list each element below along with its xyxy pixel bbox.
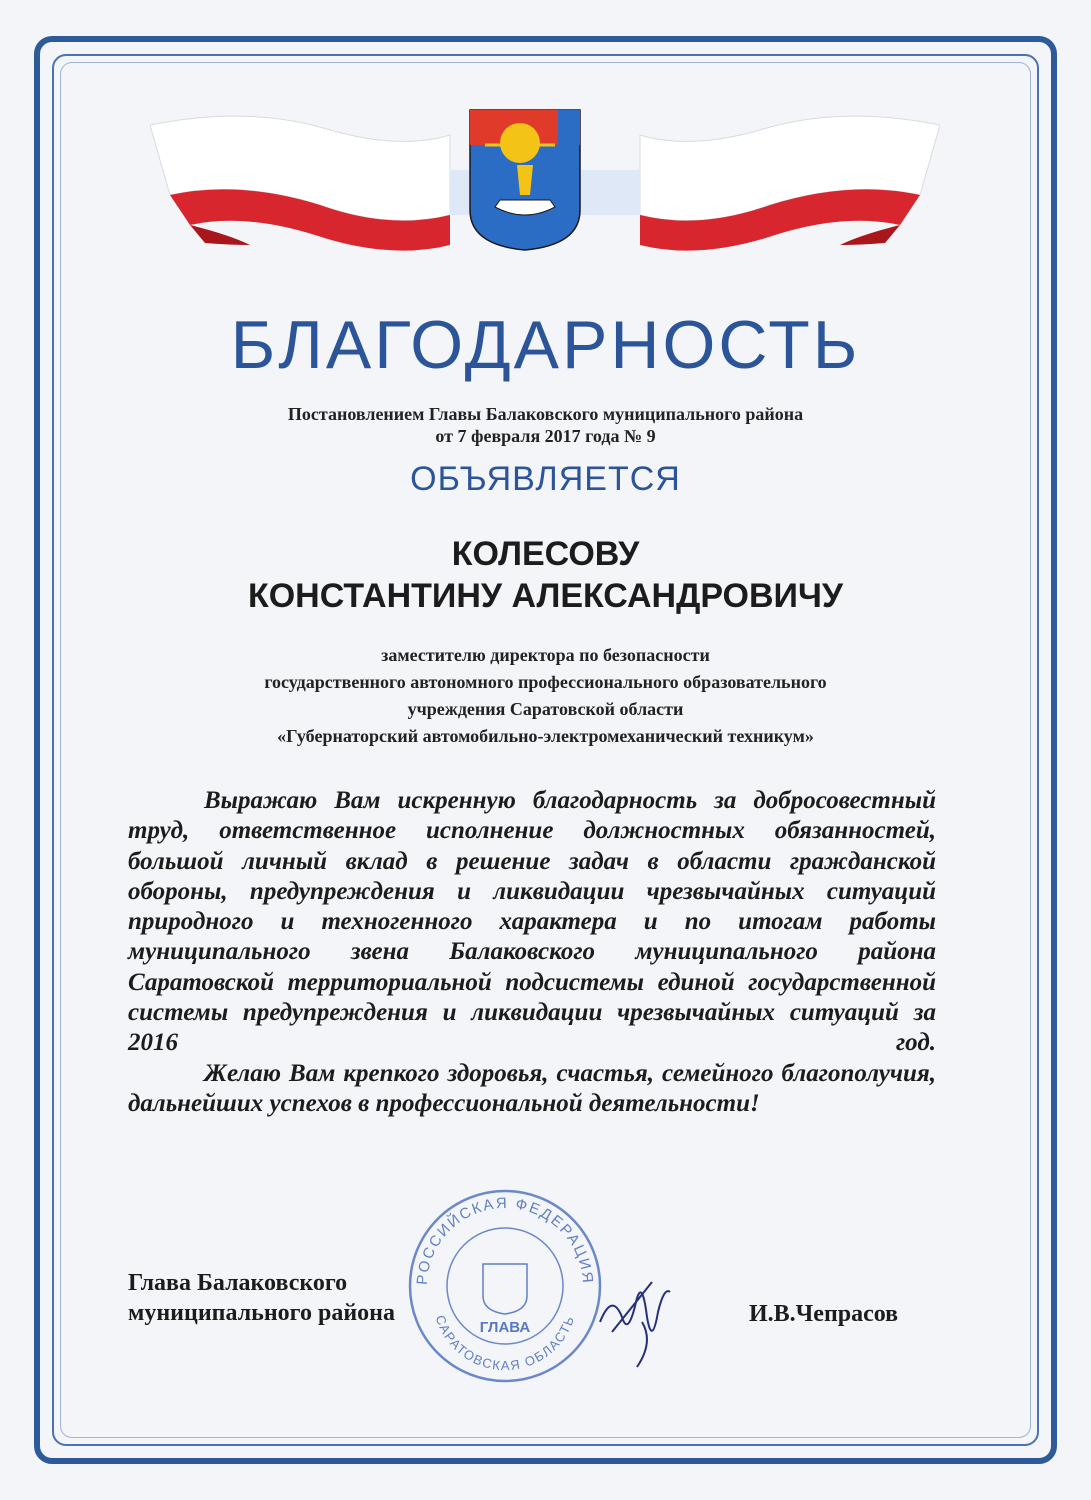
- decree-line-2: от 7 февраля 2017 года № 9: [435, 426, 656, 446]
- official-seal-stamp: [405, 1186, 605, 1386]
- recipient-position: [0, 642, 1091, 750]
- announced-heading: ОБЪЯВЛЯЕТСЯ: [410, 460, 681, 498]
- position-line-2: государственного автономного профессионального образовательного: [264, 672, 827, 692]
- gratitude-paragraph-2: Желаю Вам крепкого здоровья, счастья, семейного благополучия, дальнейших успехов в профессиональной деятельности!: [128, 1059, 936, 1117]
- seal-outer-text: РОССИЙСКАЯ ФЕДЕРАЦИЯ: [413, 1194, 597, 1286]
- svg-text:РОССИЙСКАЯ ФЕДЕРАЦИЯ: [414, 1195, 596, 1286]
- decree-reference: [0, 403, 1091, 447]
- gratitude-text: [128, 786, 936, 1119]
- decree-line-1: Постановлением Главы Балаковского муниципального района: [287, 404, 804, 424]
- recipient-name: [0, 533, 1091, 617]
- signatory-name: И.В.Чепрасов: [749, 1301, 899, 1327]
- recipient-surname: КОЛЕСОВУ: [451, 535, 640, 573]
- handwritten-signature: [592, 1262, 682, 1370]
- flag-ribbon-with-emblem: [150, 95, 940, 265]
- signatory-title-line-1: Глава Балаковского: [128, 1270, 348, 1296]
- position-line-3: учреждения Саратовской области: [407, 699, 684, 719]
- signatory-title-line-2: муниципального района: [128, 1300, 395, 1326]
- certificate-title: БЛАГОДАРНОСТЬ: [230, 307, 861, 383]
- seal-center-text: ГЛАВА: [479, 1319, 531, 1336]
- position-line-4: «Губернаторский автомобильно-электромеханический техникум»: [277, 726, 814, 746]
- gratitude-paragraph-1: Выражаю Вам искренную благодарность за добросовестный труд, ответственное исполнение должностных обязанностей, большой личный вклад в решение задач в области гражданской обороны, предупреждения и ликвидации чрезвычайных ситуаций природного и техногенного характера и по итогам работы муниципального звена Балаковского муниципального района Саратовской территориальной подсистемы единой государственной системы предупреждения и ликвидации чрезвычайных ситуаций за 2016 год.: [128, 787, 936, 1057]
- coat-of-arms-icon: [470, 110, 580, 250]
- recipient-full-name: КОНСТАНТИНУ АЛЕКСАНДРОВИЧУ: [247, 577, 844, 615]
- seal-bottom-text: САРАТОВСКАЯ ОБЛАСТЬ: [432, 1313, 578, 1374]
- signatory-title: [128, 1268, 395, 1328]
- position-line-1: заместителю директора по безопасности: [381, 645, 710, 665]
